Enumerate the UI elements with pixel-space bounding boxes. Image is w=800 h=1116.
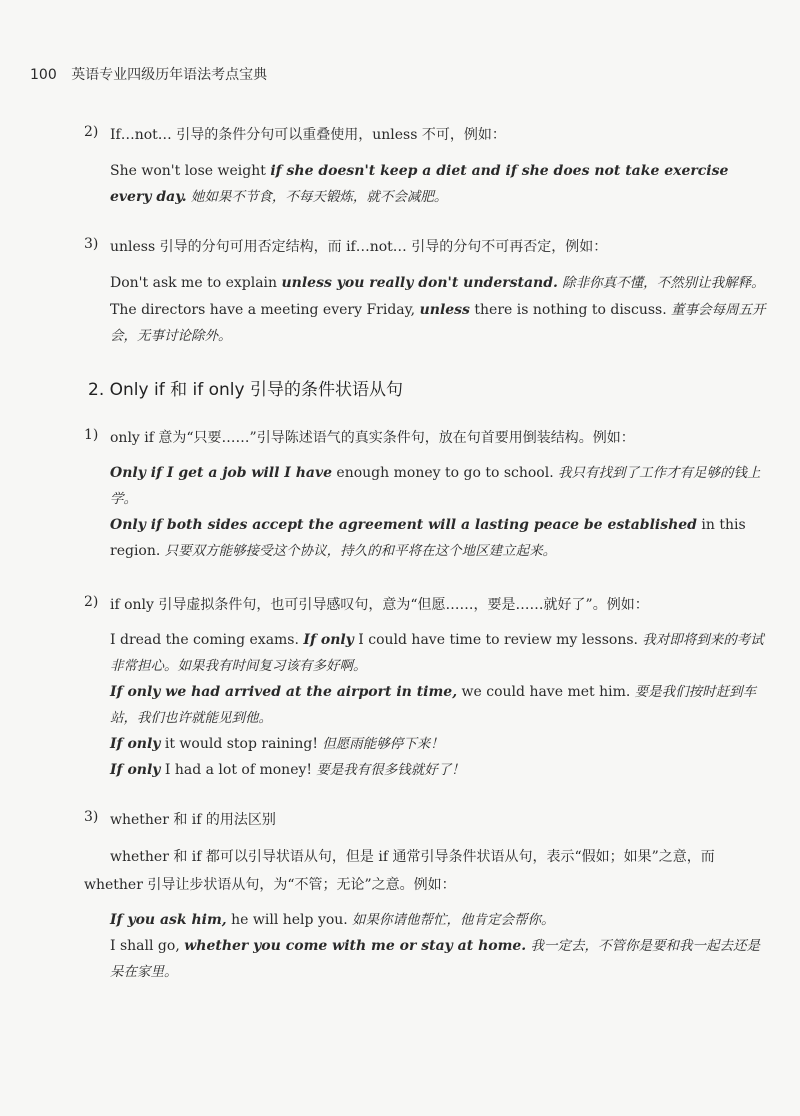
example-bold: If only [110, 762, 161, 778]
example-bold: whether you come with me or stay at home. [184, 938, 527, 954]
example-sentence [110, 933, 772, 985]
example-text: I dread the coming exams. [110, 632, 304, 648]
example-text: he will help you. [226, 912, 348, 928]
item-heading: only if 意为“只要……”引导陈述语气的真实条件句，放在句首要用倒装结构。例如： [110, 430, 635, 446]
example-sentence [110, 731, 772, 757]
example-sentence [110, 679, 772, 731]
example-text: there is nothing to discuss. [469, 302, 667, 318]
example-bold: Only if both sides accept the agreement will a lasting peace be established [110, 517, 697, 533]
item-number: 1) [84, 427, 99, 443]
item-heading: If…not… 引导的条件分句可以重叠使用，unless 不可，例如： [110, 127, 506, 143]
example-bold: If only [303, 632, 354, 648]
example-text: Don't ask me to explain [110, 275, 282, 291]
example-translation: 只要双方能够接受这个协议，持久的和平将在这个地区建立起来。 [160, 543, 557, 559]
item-heading: whether 和 if 的用法区别 [110, 812, 276, 828]
example-bold: If you ask him, [110, 912, 227, 928]
example-bold: unless you really don't understand. [281, 275, 558, 291]
example-translation: 如果你请他帮忙，他肯定会帮你。 [347, 912, 555, 928]
example-translation: 但愿雨能够停下来！ [318, 736, 444, 752]
example-text: we could have met him. [457, 684, 631, 700]
example-sentence [110, 460, 772, 512]
example-text: in this region. [110, 517, 746, 559]
explanation-paragraph: whether 和 if 都可以引导状语从句，但是 if 通常引导条件状语从句，表示“假如；如果”之意，而 whether 引导让步状语从句，为“不管；无论”之意。例如： [84, 849, 715, 893]
example-text: I could have time to review my lessons. [353, 632, 638, 648]
example-text: She won't lose weight [110, 163, 271, 179]
book-title: 英语专业四级历年语法考点宝典 [71, 67, 268, 83]
example-text: The directors have a meeting every Friday, [110, 302, 420, 318]
example-translation: 她如果不节食，不每天锻炼，就不会减肥。 [186, 189, 448, 205]
example-sentence [110, 270, 772, 296]
item-number: 2) [84, 594, 99, 610]
example-sentence [110, 297, 772, 349]
example-sentence [110, 627, 772, 679]
example-text: enough money to go to school. [331, 465, 554, 481]
example-bold: unless [419, 302, 470, 318]
example-translation: 我对即将到来的考试非常担心。如果我有时间复习该有多好啊。 [110, 632, 764, 674]
example-translation: 除非你真不懂，不然别让我解释。 [557, 275, 765, 291]
example-sentence [110, 512, 772, 564]
example-bold: If only [110, 736, 161, 752]
example-text: it would stop raining! [160, 736, 319, 752]
item-number: 2) [84, 124, 99, 140]
example-bold: Only if I get a job will I have [110, 465, 332, 481]
example-bold: if she doesn't keep a diet and if she does not take exercise every day. [110, 163, 729, 205]
example-translation: 要是我有很多钱就好了！ [312, 762, 465, 778]
item-number: 3) [84, 809, 99, 825]
example-translation: 我只有找到了工作才有足够的钱上学。 [110, 465, 761, 507]
example-text: I had a lot of money! [160, 762, 313, 778]
example-translation: 我一定去，不管你是要和我一起去还是呆在家里。 [110, 938, 760, 980]
page-number: 100 [30, 67, 57, 83]
example-translation: 要是我们按时赶到车站，我们也许就能见到他。 [110, 684, 757, 726]
example-sentence [110, 907, 772, 933]
example-sentence [110, 757, 772, 783]
example-translation: 董事会每周五开会，无事讨论除外。 [110, 302, 766, 344]
page-header [30, 64, 267, 84]
example-bold: If only we had arrived at the airport in time, [110, 684, 458, 700]
section-title: 2. Only if 和 if only 引导的条件状语从句 [88, 380, 403, 400]
item-number: 3) [84, 236, 99, 252]
item-heading: if only 引导虚拟条件句，也可引导感叹句，意为“但愿……，要是……就好了”。例如： [110, 597, 649, 613]
example-sentence [110, 158, 772, 210]
item-heading: unless 引导的分句可用否定结构，而 if…not… 引导的分句不可再否定，例如： [110, 239, 608, 255]
example-text: I shall go, [110, 938, 185, 954]
